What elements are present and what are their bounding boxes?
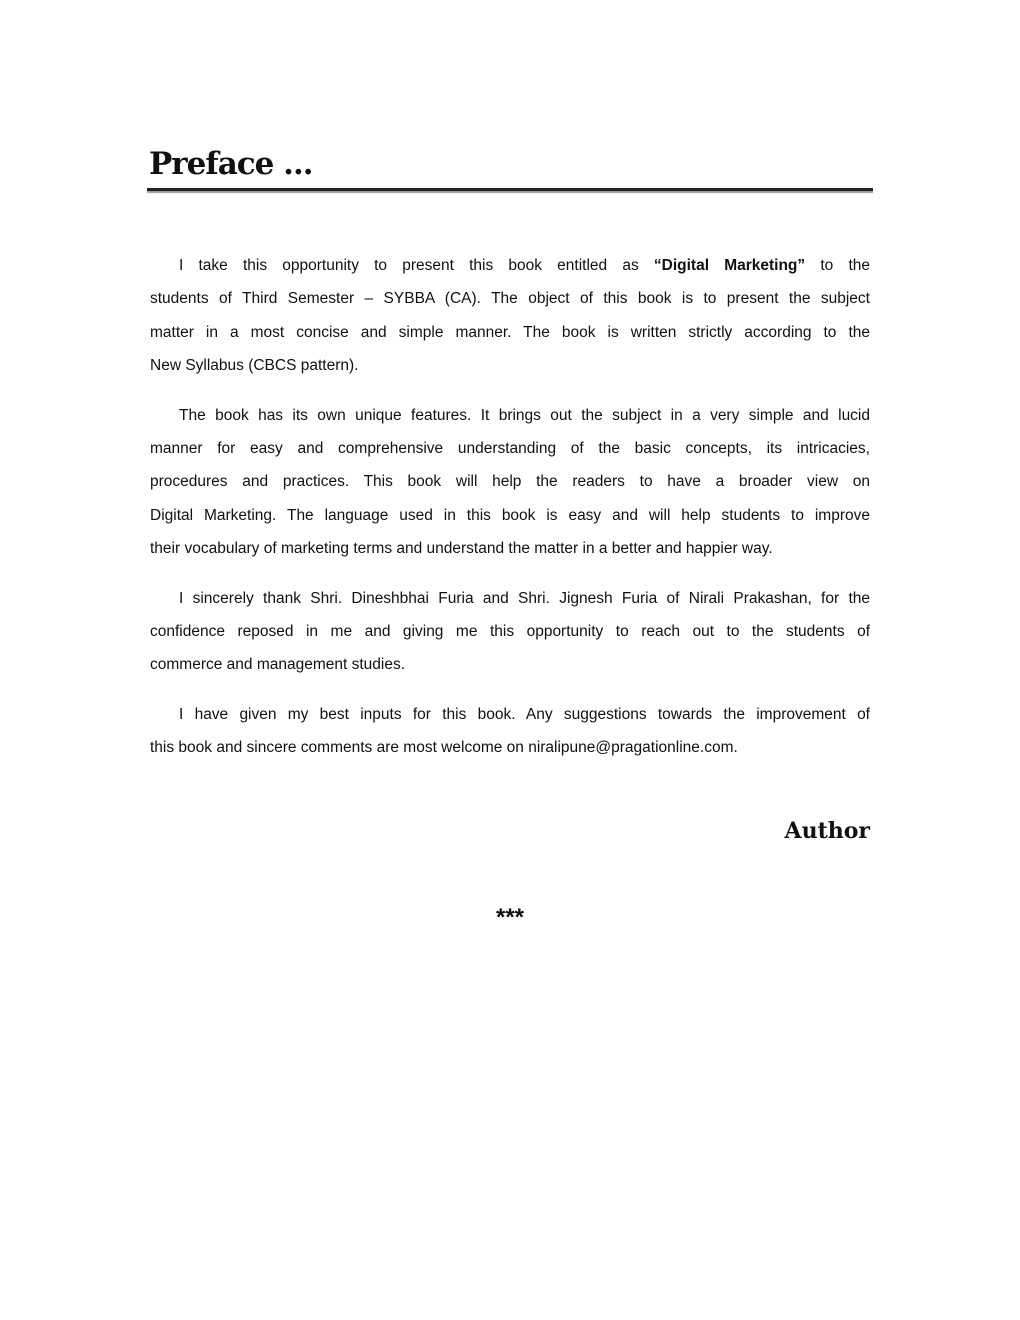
text-line: confidence reposed in me and giving me this opportunity to reach out to the students of [150, 622, 870, 640]
text-line: manner for easy and comprehensive understanding of the basic concepts, its intricacies, [150, 439, 870, 457]
text-line: matter in a most concise and simple manner. The book is written strictly according to the [150, 323, 870, 341]
text-line: students of Third Semester – SYBBA (CA). The object of this book is to present the subject [150, 290, 870, 308]
text-line: Digital Marketing. The language used in this book is easy and will help students to improve [150, 506, 870, 524]
text-line: their vocabulary of marketing terms and understand the matter in a better and happier way. [150, 539, 773, 557]
preface-body [150, 254, 870, 786]
text-span: to the [820, 257, 870, 274]
paragraph-1 [150, 254, 870, 387]
text-line: commerce and management studies. [150, 656, 406, 674]
paragraph-4 [150, 703, 870, 770]
text-line: New Syllabus (CBCS pattern). [150, 356, 359, 374]
paragraph-3 [150, 587, 870, 687]
text-line: I have given my best inputs for this book. Any suggestions towards the improvement of [179, 706, 870, 724]
author-signature: Author [784, 818, 870, 844]
text-line: this book and sincere comments are most welcome on niralipune@pragationline.com. [150, 739, 738, 757]
book-title: “Digital Marketing” [653, 257, 806, 274]
title-divider [147, 188, 873, 191]
end-mark: *** [495, 904, 525, 931]
page-title: Preface ... [149, 146, 313, 182]
text-line [150, 254, 870, 287]
text-line: procedures and practices. This book will help the readers to have a broader view on [150, 473, 870, 491]
text-span: I take this opportunity to present this book entitled as [179, 257, 639, 274]
text-line: The book has its own unique features. It brings out the subject in a very simple and lucid [179, 406, 870, 424]
text-line: I sincerely thank Shri. Dineshbhai Furia and Shri. Jignesh Furia of Nirali Prakashan, for the [179, 589, 870, 607]
paragraph-2 [150, 404, 870, 570]
